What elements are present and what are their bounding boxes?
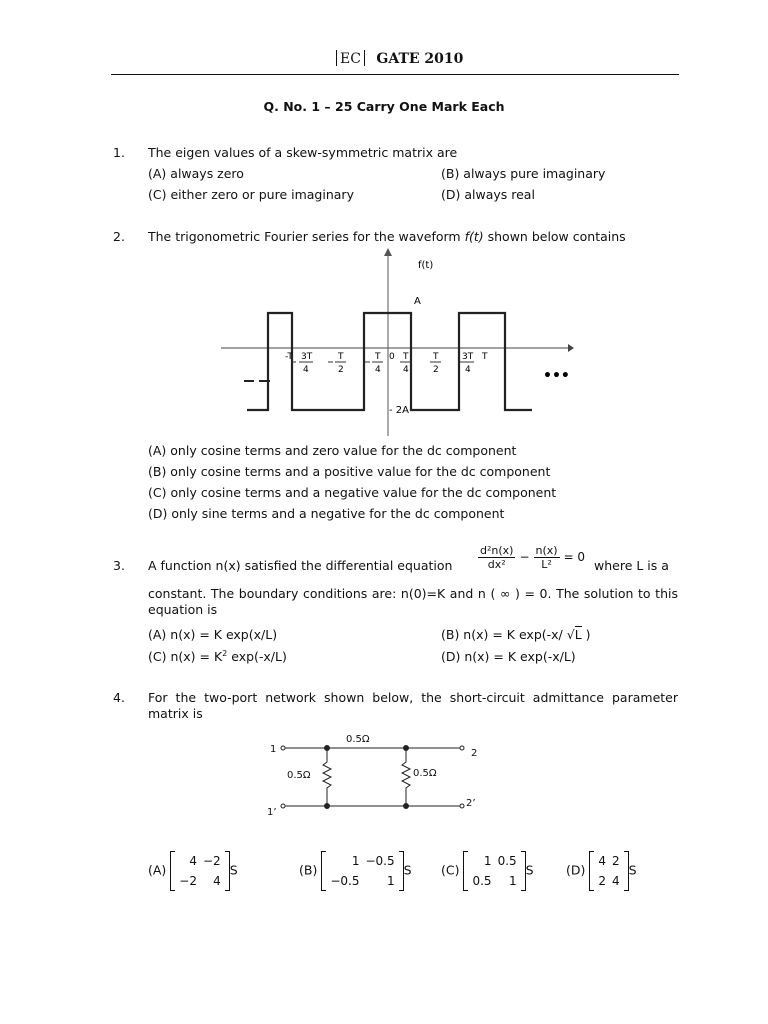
q2-option-b: (B) only cosine terms and a positive value for the dc component xyxy=(148,464,551,479)
tick-label: 3T xyxy=(301,352,313,362)
tick-denominator: 2 xyxy=(338,365,344,375)
amplitude-low-label: - 2A xyxy=(389,405,409,416)
q3-option-c xyxy=(148,649,287,664)
tick-label: T xyxy=(482,352,488,362)
tick-denominator: 4 xyxy=(465,365,471,375)
port-2-terminal xyxy=(460,746,464,750)
q2-text-after: shown below contains xyxy=(483,229,626,244)
eq-numerator-1: d²n(x) xyxy=(480,544,514,557)
shunt-resistor-right xyxy=(402,748,410,806)
option-label: (B) xyxy=(299,862,318,878)
q3-option-b-prefix: (B) n(x) = K exp(-x/ √ xyxy=(441,627,575,642)
port-1-terminal xyxy=(281,746,285,750)
q3-option-b xyxy=(441,627,591,642)
matrix: 4 2 2 4 xyxy=(589,851,628,891)
tick-label: -T xyxy=(285,352,293,362)
port-1-label: 1 xyxy=(270,744,277,755)
eq-denominator-2: L² xyxy=(541,558,552,571)
q2-function-name: f(t) xyxy=(464,229,484,244)
shunt-resistor-left xyxy=(323,748,331,806)
q3-option-b-suffix: ) xyxy=(581,627,591,642)
q1-option-b: (B) always pure imaginary xyxy=(441,166,606,181)
q3-option-c-suffix: exp(-x/L) xyxy=(227,649,287,665)
q2-option-a: (A) only cosine terms and zero value for the dc component xyxy=(148,443,517,458)
q2-text-before: The trigonometric Fourier series for the waveform xyxy=(148,229,465,244)
tick-label: T xyxy=(403,352,409,362)
tick-label: 3T xyxy=(462,352,474,362)
q3-text-end: where L is a xyxy=(594,558,669,573)
q4-option-a xyxy=(148,851,238,891)
q3-option-d: (D) n(x) = K exp(-x/L) xyxy=(441,649,576,664)
matrix: 1 0.5 0.5 1 xyxy=(463,851,525,891)
y-axis-label: f(t) xyxy=(418,260,434,271)
branch-code: EC xyxy=(340,51,361,67)
unit-siemens: S xyxy=(525,862,534,878)
tick-denominator: 4 xyxy=(303,365,309,375)
q4-text: For the two-port network shown below, the short-circuit admittance parameter matrix is xyxy=(148,690,678,721)
amplitude-axis-arrow xyxy=(384,248,392,256)
q1-option-d: (D) always real xyxy=(441,187,535,202)
q3-text-line2: constant. The boundary conditions are: n(0)=K and n ( ∞ ) = 0. The solution to this equation is xyxy=(148,586,678,617)
q1-number: 1. xyxy=(113,145,125,160)
port-2-label: 2 xyxy=(471,748,478,759)
matrix: 4 −2 −2 4 xyxy=(170,851,229,891)
eq-fraction-2 xyxy=(534,544,560,571)
tick-label: T xyxy=(433,352,439,362)
unit-siemens: S xyxy=(403,862,412,878)
eq-numerator-2: n(x) xyxy=(535,544,558,557)
port-1p-terminal xyxy=(281,804,285,808)
q1-option-c: (C) either zero or pure imaginary xyxy=(148,187,354,202)
q1-option-a: (A) always zero xyxy=(148,166,244,181)
option-label: (C) xyxy=(441,862,460,878)
unit-siemens: S xyxy=(229,862,238,878)
amplitude-high-label: A xyxy=(414,296,421,307)
tick-label: 0 xyxy=(389,352,395,362)
series-resistor-label: 0.5Ω xyxy=(346,734,370,745)
q4-number: 4. xyxy=(113,690,125,705)
q4-option-d xyxy=(566,851,637,891)
q2-option-c: (C) only cosine terms and a negative value for the dc component xyxy=(148,485,557,500)
matrix: 1 −0.5 −0.5 1 xyxy=(321,851,403,891)
eq-minus: − xyxy=(519,550,530,564)
option-label: (A) xyxy=(148,862,167,878)
exam-title: GATE 2010 xyxy=(376,51,464,67)
option-label: (D) xyxy=(566,862,586,878)
tick-denominator: 4 xyxy=(403,365,409,375)
shunt-left-label: 0.5Ω xyxy=(287,770,311,781)
eq-fraction-1 xyxy=(478,544,515,571)
q3-option-c-prefix: (C) n(x) = K xyxy=(148,649,223,665)
q3-option-c-exponent: 2 xyxy=(222,649,228,658)
eq-denominator-1: dx² xyxy=(487,558,506,571)
unit-siemens: S xyxy=(628,862,637,878)
q3-option-a: (A) n(x) = K exp(x/L) xyxy=(148,627,278,642)
q4-option-b xyxy=(299,851,412,891)
q2-number: 2. xyxy=(113,229,125,244)
q3-option-b-radicand: L xyxy=(574,627,582,642)
q4-option-c xyxy=(441,851,534,891)
q1-text: The eigen values of a skew-symmetric matrix are xyxy=(148,145,458,160)
port-2p-label: 2’ xyxy=(466,798,476,809)
continuation-dots: ••• xyxy=(543,368,570,384)
tick-denominator: 2 xyxy=(433,365,439,375)
port-2p-terminal xyxy=(460,804,464,808)
q3-equation xyxy=(478,544,585,571)
tick-label: T xyxy=(375,352,381,362)
q3-text-start: A function n(x) satisfied the differential equation xyxy=(148,558,453,573)
time-axis-arrow xyxy=(568,344,574,352)
q3-number: 3. xyxy=(113,558,125,573)
section-title: Q. No. 1 – 25 Carry One Mark Each xyxy=(263,99,505,114)
tick-denominator: 4 xyxy=(375,365,381,375)
q2-option-d: (D) only sine terms and a negative for the dc component xyxy=(148,506,505,521)
eq-rhs: = 0 xyxy=(563,550,586,564)
port-1p-label: 1’ xyxy=(267,807,277,818)
tick-label: T xyxy=(338,352,344,362)
shunt-right-label: 0.5Ω xyxy=(413,768,437,779)
